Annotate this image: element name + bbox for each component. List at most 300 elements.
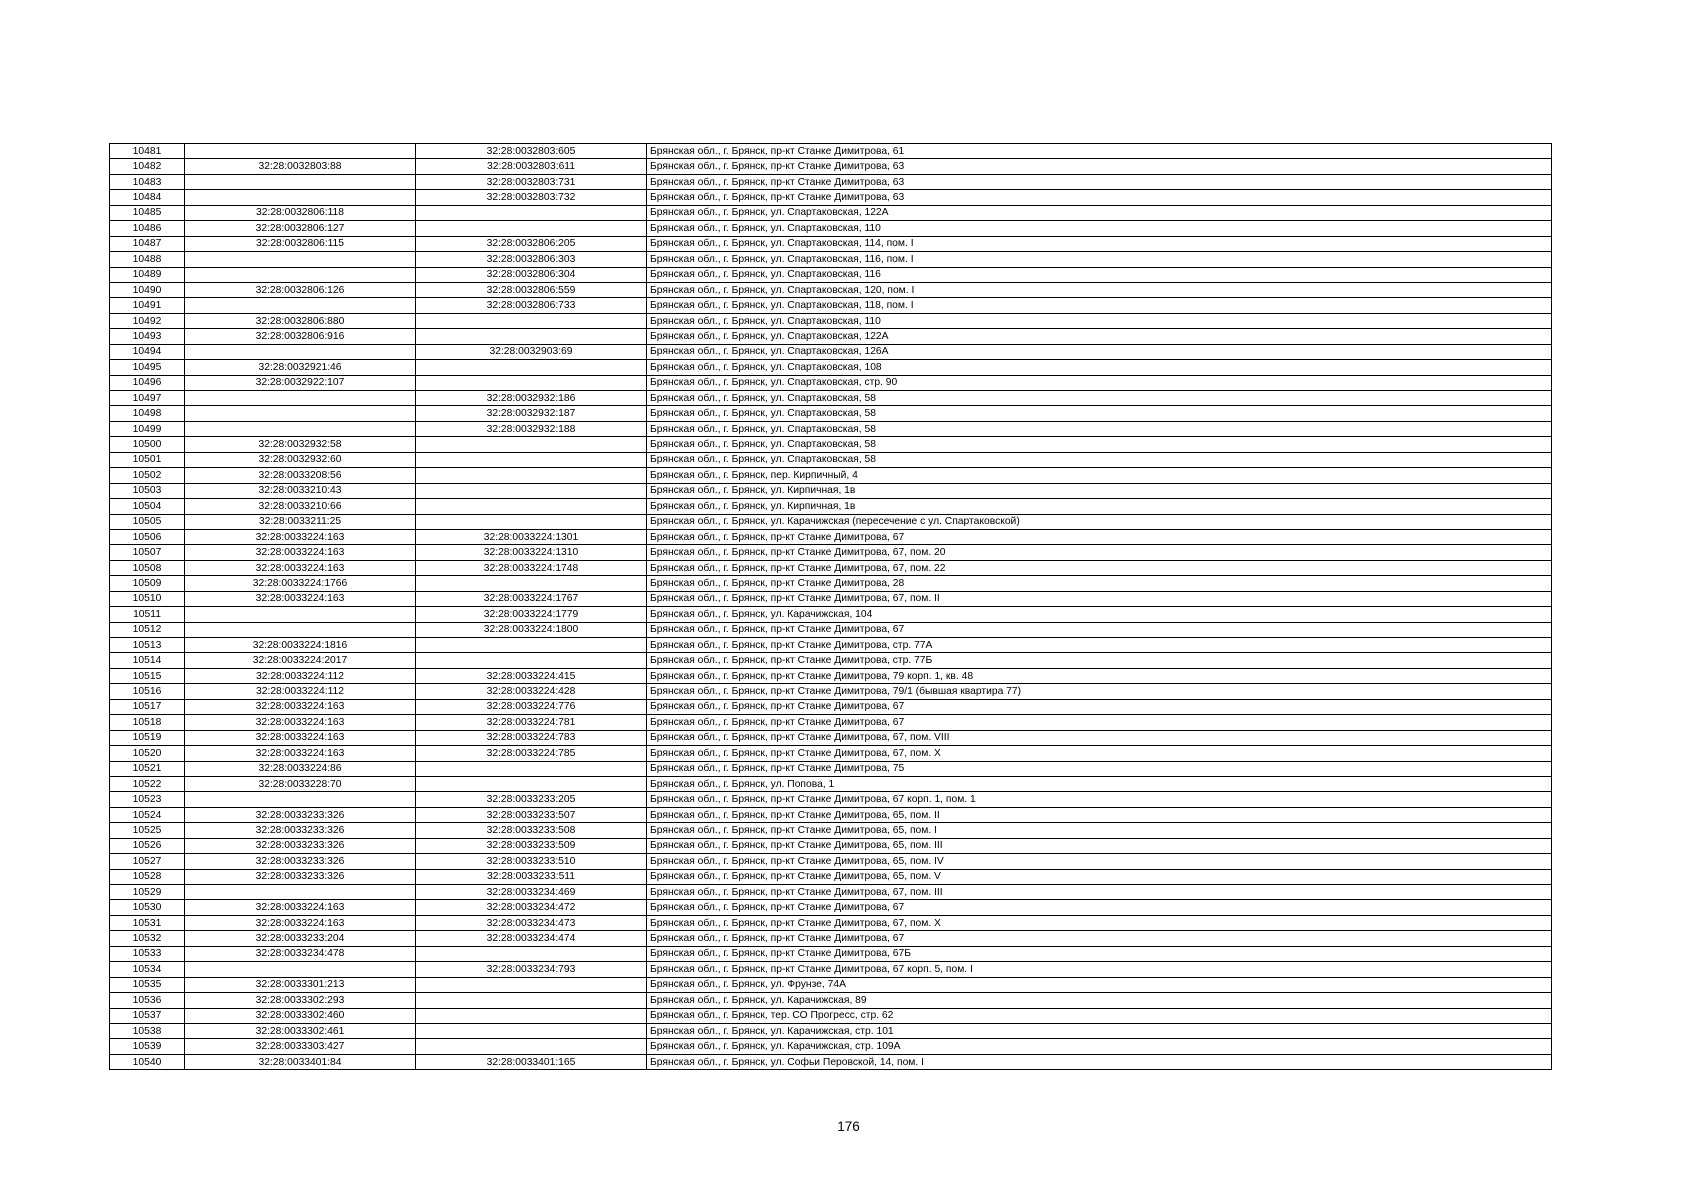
object-cadastral-number-cell	[416, 360, 647, 375]
object-cadastral-number-cell: 32:28:0033224:781	[416, 715, 647, 730]
land-cadastral-number-cell: 32:28:0033210:66	[185, 499, 416, 514]
row-number-cell: 10513	[110, 638, 185, 653]
row-number-cell: 10481	[110, 144, 185, 159]
land-cadastral-number-cell: 32:28:0033224:163	[185, 746, 416, 761]
land-cadastral-number-cell: 32:28:0033224:163	[185, 699, 416, 714]
address-cell: Брянская обл., г. Брянск, пр-кт Станке Димитрова, 63	[647, 190, 1552, 205]
object-cadastral-number-cell: 32:28:0033224:1748	[416, 560, 647, 575]
land-cadastral-number-cell	[185, 344, 416, 359]
row-number-cell: 10540	[110, 1054, 185, 1069]
row-number-cell: 10515	[110, 668, 185, 683]
row-number-cell: 10504	[110, 499, 185, 514]
table-row	[110, 931, 1552, 946]
table-row	[110, 282, 1552, 297]
row-number-cell: 10521	[110, 761, 185, 776]
table-row	[110, 684, 1552, 699]
table-row	[110, 499, 1552, 514]
land-cadastral-number-cell: 32:28:0033224:163	[185, 715, 416, 730]
table-row	[110, 885, 1552, 900]
object-cadastral-number-cell	[416, 221, 647, 236]
address-cell: Брянская обл., г. Брянск, пр-кт Станке Димитрова, 61	[647, 144, 1552, 159]
object-cadastral-number-cell: 32:28:0033224:1310	[416, 545, 647, 560]
row-number-cell: 10491	[110, 298, 185, 313]
land-cadastral-number-cell: 32:28:0032806:880	[185, 313, 416, 328]
table-row	[110, 699, 1552, 714]
row-number-cell: 10526	[110, 838, 185, 853]
address-cell: Брянская обл., г. Брянск, пр-кт Станке Димитрова, 63	[647, 174, 1552, 189]
land-cadastral-number-cell	[185, 622, 416, 637]
table-row	[110, 159, 1552, 174]
address-cell: Брянская обл., г. Брянск, пр-кт Станке Димитрова, 67 корп. 1, пом. 1	[647, 792, 1552, 807]
land-cadastral-number-cell: 32:28:0032806:127	[185, 221, 416, 236]
address-cell: Брянская обл., г. Брянск, ул. Спартаковская, 58	[647, 452, 1552, 467]
land-cadastral-number-cell: 32:28:0033224:163	[185, 900, 416, 915]
address-cell: Брянская обл., г. Брянск, пр-кт Станке Димитрова, 65, пом. III	[647, 838, 1552, 853]
land-cadastral-number-cell: 32:28:0033224:1816	[185, 638, 416, 653]
row-number-cell: 10508	[110, 560, 185, 575]
address-cell: Брянская обл., г. Брянск, ул. Спартаковская, стр. 90	[647, 375, 1552, 390]
table-row	[110, 360, 1552, 375]
row-number-cell: 10520	[110, 746, 185, 761]
table-row	[110, 915, 1552, 930]
row-number-cell: 10496	[110, 375, 185, 390]
object-cadastral-number-cell: 32:28:0032806:205	[416, 236, 647, 251]
object-cadastral-number-cell	[416, 1008, 647, 1023]
table-row	[110, 622, 1552, 637]
land-cadastral-number-cell: 32:28:0032806:115	[185, 236, 416, 251]
address-cell: Брянская обл., г. Брянск, ул. Спартаковская, 122А	[647, 329, 1552, 344]
land-cadastral-number-cell: 32:28:0033211:25	[185, 514, 416, 529]
address-cell: Брянская обл., г. Брянск, пер. Кирпичный, 4	[647, 468, 1552, 483]
object-cadastral-number-cell: 32:28:0033233:510	[416, 854, 647, 869]
row-number-cell: 10523	[110, 792, 185, 807]
land-cadastral-number-cell	[185, 174, 416, 189]
object-cadastral-number-cell: 32:28:0032903:69	[416, 344, 647, 359]
address-cell: Брянская обл., г. Брянск, ул. Спартаковская, 114, пом. I	[647, 236, 1552, 251]
row-number-cell: 10533	[110, 946, 185, 961]
table-row	[110, 638, 1552, 653]
land-cadastral-number-cell: 32:28:0033401:84	[185, 1054, 416, 1069]
address-cell: Брянская обл., г. Брянск, пр-кт Станке Димитрова, стр. 77Б	[647, 653, 1552, 668]
object-cadastral-number-cell: 32:28:0033224:1779	[416, 607, 647, 622]
row-number-cell: 10507	[110, 545, 185, 560]
land-cadastral-number-cell: 32:28:0033233:326	[185, 807, 416, 822]
address-cell: Брянская обл., г. Брянск, ул. Спартаковская, 58	[647, 391, 1552, 406]
object-cadastral-number-cell: 32:28:0032803:605	[416, 144, 647, 159]
row-number-cell: 10516	[110, 684, 185, 699]
table-row	[110, 267, 1552, 282]
address-cell: Брянская обл., г. Брянск, пр-кт Станке Димитрова, 63	[647, 159, 1552, 174]
object-cadastral-number-cell	[416, 638, 647, 653]
row-number-cell: 10499	[110, 421, 185, 436]
row-number-cell: 10484	[110, 190, 185, 205]
land-cadastral-number-cell: 32:28:0033224:163	[185, 545, 416, 560]
table-row	[110, 900, 1552, 915]
address-cell: Брянская обл., г. Брянск, пр-кт Станке Димитрова, 65, пом. IV	[647, 854, 1552, 869]
row-number-cell: 10485	[110, 205, 185, 220]
address-cell: Брянская обл., г. Брянск, пр-кт Станке Димитрова, 67, пом. X	[647, 746, 1552, 761]
address-cell: Брянская обл., г. Брянск, пр-кт Станке Димитрова, 65, пом. I	[647, 823, 1552, 838]
address-cell: Брянская обл., г. Брянск, пр-кт Станке Димитрова, 67, пом. III	[647, 885, 1552, 900]
land-cadastral-number-cell: 32:28:0033224:1766	[185, 576, 416, 591]
row-number-cell: 10518	[110, 715, 185, 730]
row-number-cell: 10514	[110, 653, 185, 668]
object-cadastral-number-cell: 32:28:0032932:186	[416, 391, 647, 406]
address-cell: Брянская обл., г. Брянск, пр-кт Станке Димитрова, 67, пом. 22	[647, 560, 1552, 575]
object-cadastral-number-cell: 32:28:0033224:1301	[416, 529, 647, 544]
row-number-cell: 10529	[110, 885, 185, 900]
object-cadastral-number-cell	[416, 483, 647, 498]
row-number-cell: 10495	[110, 360, 185, 375]
table-row	[110, 252, 1552, 267]
land-cadastral-number-cell: 32:28:0033233:204	[185, 931, 416, 946]
table-row	[110, 668, 1552, 683]
table-row	[110, 529, 1552, 544]
address-cell: Брянская обл., г. Брянск, пр-кт Станке Димитрова, 67, пом. II	[647, 591, 1552, 606]
object-cadastral-number-cell: 32:28:0033224:785	[416, 746, 647, 761]
object-cadastral-number-cell	[416, 653, 647, 668]
address-cell: Брянская обл., г. Брянск, пр-кт Станке Димитрова, 79 корп. 1, кв. 48	[647, 668, 1552, 683]
address-cell: Брянская обл., г. Брянск, ул. Спартаковская, 110	[647, 313, 1552, 328]
address-cell: Брянская обл., г. Брянск, ул. Карачижская, стр. 101	[647, 1023, 1552, 1038]
table-row	[110, 838, 1552, 853]
row-number-cell: 10524	[110, 807, 185, 822]
table-row	[110, 962, 1552, 977]
row-number-cell: 10517	[110, 699, 185, 714]
object-cadastral-number-cell	[416, 576, 647, 591]
row-number-cell: 10486	[110, 221, 185, 236]
land-cadastral-number-cell: 32:28:0032806:916	[185, 329, 416, 344]
address-cell: Брянская обл., г. Брянск, ул. Кирпичная, 1в	[647, 499, 1552, 514]
row-number-cell: 10482	[110, 159, 185, 174]
object-cadastral-number-cell	[416, 1023, 647, 1038]
land-cadastral-number-cell	[185, 252, 416, 267]
address-cell: Брянская обл., г. Брянск, ул. Спартаковская, 116, пом. I	[647, 252, 1552, 267]
land-cadastral-number-cell: 32:28:0033301:213	[185, 977, 416, 992]
land-cadastral-number-cell	[185, 962, 416, 977]
object-cadastral-number-cell	[416, 993, 647, 1008]
land-cadastral-number-cell: 32:28:0032806:118	[185, 205, 416, 220]
table-row	[110, 591, 1552, 606]
object-cadastral-number-cell	[416, 313, 647, 328]
address-cell: Брянская обл., г. Брянск, пр-кт Станке Димитрова, 67, пом. VIII	[647, 730, 1552, 745]
object-cadastral-number-cell: 32:28:0032806:304	[416, 267, 647, 282]
address-cell: Брянская обл., г. Брянск, пр-кт Станке Димитрова, 75	[647, 761, 1552, 776]
table-row	[110, 977, 1552, 992]
address-cell: Брянская обл., г. Брянск, ул. Спартаковская, 58	[647, 406, 1552, 421]
land-cadastral-number-cell	[185, 406, 416, 421]
address-cell: Брянская обл., г. Брянск, пр-кт Станке Димитрова, 79/1 (бывшая квартира 77)	[647, 684, 1552, 699]
land-cadastral-number-cell: 32:28:0033224:163	[185, 591, 416, 606]
address-cell: Брянская обл., г. Брянск, пр-кт Станке Димитрова, 67, пом. 20	[647, 545, 1552, 560]
object-cadastral-number-cell	[416, 437, 647, 452]
object-cadastral-number-cell: 32:28:0033224:1800	[416, 622, 647, 637]
table-row	[110, 560, 1552, 575]
address-cell: Брянская обл., г. Брянск, пр-кт Станке Димитрова, 65, пом. II	[647, 807, 1552, 822]
object-cadastral-number-cell	[416, 946, 647, 961]
table-row	[110, 792, 1552, 807]
table-row	[110, 1023, 1552, 1038]
land-cadastral-number-cell	[185, 607, 416, 622]
land-cadastral-number-cell	[185, 421, 416, 436]
row-number-cell: 10539	[110, 1039, 185, 1054]
table-row	[110, 221, 1552, 236]
land-cadastral-number-cell: 32:28:0033303:427	[185, 1039, 416, 1054]
object-cadastral-number-cell	[416, 1039, 647, 1054]
land-cadastral-number-cell: 32:28:0033224:163	[185, 560, 416, 575]
row-number-cell: 10535	[110, 977, 185, 992]
object-cadastral-number-cell	[416, 761, 647, 776]
table-row	[110, 1008, 1552, 1023]
object-cadastral-number-cell	[416, 977, 647, 992]
address-cell: Брянская обл., г. Брянск, пр-кт Станке Димитрова, 67	[647, 931, 1552, 946]
address-cell: Брянская обл., г. Брянск, пр-кт Станке Димитрова, стр. 77А	[647, 638, 1552, 653]
row-number-cell: 10493	[110, 329, 185, 344]
land-cadastral-number-cell: 32:28:0032922:107	[185, 375, 416, 390]
row-number-cell: 10522	[110, 776, 185, 791]
table-row	[110, 190, 1552, 205]
land-cadastral-number-cell	[185, 267, 416, 282]
table-row	[110, 993, 1552, 1008]
row-number-cell: 10525	[110, 823, 185, 838]
address-cell: Брянская обл., г. Брянск, ул. Карачижская, 104	[647, 607, 1552, 622]
table-row	[110, 437, 1552, 452]
object-cadastral-number-cell: 32:28:0032803:731	[416, 174, 647, 189]
table-row	[110, 391, 1552, 406]
address-cell: Брянская обл., г. Брянск, пр-кт Станке Димитрова, 67	[647, 529, 1552, 544]
table-row	[110, 869, 1552, 884]
table-row	[110, 205, 1552, 220]
address-cell: Брянская обл., г. Брянск, пр-кт Станке Димитрова, 67	[647, 699, 1552, 714]
land-cadastral-number-cell	[185, 144, 416, 159]
row-number-cell: 10536	[110, 993, 185, 1008]
land-cadastral-number-cell	[185, 792, 416, 807]
table-row	[110, 406, 1552, 421]
object-cadastral-number-cell: 32:28:0033233:205	[416, 792, 647, 807]
object-cadastral-number-cell: 32:28:0033224:776	[416, 699, 647, 714]
row-number-cell: 10502	[110, 468, 185, 483]
address-cell: Брянская обл., г. Брянск, тер. СО Прогресс, стр. 62	[647, 1008, 1552, 1023]
object-cadastral-number-cell	[416, 375, 647, 390]
table-row	[110, 375, 1552, 390]
land-cadastral-number-cell: 32:28:0033302:460	[185, 1008, 416, 1023]
row-number-cell: 10505	[110, 514, 185, 529]
table-row	[110, 730, 1552, 745]
address-cell: Брянская обл., г. Брянск, ул. Попова, 1	[647, 776, 1552, 791]
address-cell: Брянская обл., г. Брянск, пр-кт Станке Димитрова, 67	[647, 622, 1552, 637]
land-cadastral-number-cell: 32:28:0033224:163	[185, 730, 416, 745]
table-row	[110, 1039, 1552, 1054]
table-row	[110, 421, 1552, 436]
land-cadastral-number-cell: 32:28:0033234:478	[185, 946, 416, 961]
address-cell: Брянская обл., г. Брянск, ул. Карачижская, стр. 109А	[647, 1039, 1552, 1054]
table-row	[110, 946, 1552, 961]
row-number-cell: 10509	[110, 576, 185, 591]
land-cadastral-number-cell: 32:28:0033302:461	[185, 1023, 416, 1038]
address-cell: Брянская обл., г. Брянск, ул. Спартаковская, 116	[647, 267, 1552, 282]
object-cadastral-number-cell: 32:28:0033233:511	[416, 869, 647, 884]
table-row	[110, 854, 1552, 869]
address-cell: Брянская обл., г. Брянск, ул. Спартаковская, 58	[647, 421, 1552, 436]
address-cell: Брянская обл., г. Брянск, ул. Спартаковская, 120, пом. I	[647, 282, 1552, 297]
object-cadastral-number-cell: 32:28:0033224:428	[416, 684, 647, 699]
table-row	[110, 468, 1552, 483]
object-cadastral-number-cell	[416, 499, 647, 514]
address-cell: Брянская обл., г. Брянск, пр-кт Станке Димитрова, 28	[647, 576, 1552, 591]
row-number-cell: 10503	[110, 483, 185, 498]
object-cadastral-number-cell: 32:28:0033234:793	[416, 962, 647, 977]
object-cadastral-number-cell: 32:28:0032932:188	[416, 421, 647, 436]
row-number-cell: 10537	[110, 1008, 185, 1023]
land-cadastral-number-cell: 32:28:0033302:293	[185, 993, 416, 1008]
row-number-cell: 10492	[110, 313, 185, 328]
land-cadastral-number-cell	[185, 298, 416, 313]
land-cadastral-number-cell	[185, 190, 416, 205]
address-cell: Брянская обл., г. Брянск, пр-кт Станке Димитрова, 65, пом. V	[647, 869, 1552, 884]
land-cadastral-number-cell: 32:28:0033210:43	[185, 483, 416, 498]
object-cadastral-number-cell	[416, 776, 647, 791]
address-cell: Брянская обл., г. Брянск, ул. Спартаковская, 58	[647, 437, 1552, 452]
row-number-cell: 10483	[110, 174, 185, 189]
row-number-cell: 10530	[110, 900, 185, 915]
row-number-cell: 10519	[110, 730, 185, 745]
land-cadastral-number-cell: 32:28:0032921:46	[185, 360, 416, 375]
address-cell: Брянская обл., г. Брянск, ул. Карачижская (пересечение с ул. Спартаковской)	[647, 514, 1552, 529]
land-cadastral-number-cell	[185, 885, 416, 900]
row-number-cell: 10494	[110, 344, 185, 359]
table-row	[110, 298, 1552, 313]
land-cadastral-number-cell: 32:28:0032806:126	[185, 282, 416, 297]
table-body	[110, 144, 1552, 1070]
table-row	[110, 761, 1552, 776]
address-cell: Брянская обл., г. Брянск, ул. Кирпичная, 1в	[647, 483, 1552, 498]
land-cadastral-number-cell: 32:28:0033233:326	[185, 838, 416, 853]
object-cadastral-number-cell: 32:28:0032806:733	[416, 298, 647, 313]
address-cell: Брянская обл., г. Брянск, ул. Спартаковская, 110	[647, 221, 1552, 236]
land-cadastral-number-cell: 32:28:0033233:326	[185, 869, 416, 884]
object-cadastral-number-cell: 32:28:0033234:474	[416, 931, 647, 946]
row-number-cell: 10506	[110, 529, 185, 544]
row-number-cell: 10498	[110, 406, 185, 421]
object-cadastral-number-cell	[416, 329, 647, 344]
table-row	[110, 576, 1552, 591]
land-cadastral-number-cell: 32:28:0032803:88	[185, 159, 416, 174]
land-cadastral-number-cell: 32:28:0032932:58	[185, 437, 416, 452]
object-cadastral-number-cell: 32:28:0033224:783	[416, 730, 647, 745]
table-row	[110, 344, 1552, 359]
address-cell: Брянская обл., г. Брянск, ул. Карачижская, 89	[647, 993, 1552, 1008]
address-cell: Брянская обл., г. Брянск, пр-кт Станке Димитрова, 67	[647, 715, 1552, 730]
land-cadastral-number-cell: 32:28:0033233:326	[185, 823, 416, 838]
address-cell: Брянская обл., г. Брянск, ул. Фрунзе, 74А	[647, 977, 1552, 992]
object-cadastral-number-cell: 32:28:0032803:611	[416, 159, 647, 174]
address-cell: Брянская обл., г. Брянск, пр-кт Станке Димитрова, 67	[647, 900, 1552, 915]
row-number-cell: 10497	[110, 391, 185, 406]
row-number-cell: 10534	[110, 962, 185, 977]
land-cadastral-number-cell: 32:28:0033224:2017	[185, 653, 416, 668]
row-number-cell: 10490	[110, 282, 185, 297]
object-cadastral-number-cell	[416, 514, 647, 529]
address-cell: Брянская обл., г. Брянск, ул. Спартаковская, 108	[647, 360, 1552, 375]
table-row	[110, 715, 1552, 730]
row-number-cell: 10489	[110, 267, 185, 282]
land-cadastral-number-cell: 32:28:0033224:86	[185, 761, 416, 776]
object-cadastral-number-cell	[416, 452, 647, 467]
address-cell: Брянская обл., г. Брянск, пр-кт Станке Димитрова, 67 корп. 5, пом. I	[647, 962, 1552, 977]
object-cadastral-number-cell: 32:28:0033234:469	[416, 885, 647, 900]
row-number-cell: 10512	[110, 622, 185, 637]
cadastral-table	[109, 143, 1552, 1070]
object-cadastral-number-cell: 32:28:0033233:508	[416, 823, 647, 838]
page-number: 176	[837, 1119, 860, 1134]
table-row	[110, 807, 1552, 822]
land-cadastral-number-cell: 32:28:0033224:112	[185, 684, 416, 699]
address-cell: Брянская обл., г. Брянск, ул. Софьи Перовской, 14, пом. I	[647, 1054, 1552, 1069]
object-cadastral-number-cell: 32:28:0032806:303	[416, 252, 647, 267]
object-cadastral-number-cell: 32:28:0032932:187	[416, 406, 647, 421]
table-row	[110, 452, 1552, 467]
object-cadastral-number-cell	[416, 205, 647, 220]
table-row	[110, 514, 1552, 529]
row-number-cell: 10527	[110, 854, 185, 869]
object-cadastral-number-cell: 32:28:0033224:1767	[416, 591, 647, 606]
object-cadastral-number-cell: 32:28:0033401:165	[416, 1054, 647, 1069]
table-row	[110, 236, 1552, 251]
table-row	[110, 313, 1552, 328]
land-cadastral-number-cell: 32:28:0033224:163	[185, 915, 416, 930]
land-cadastral-number-cell: 32:28:0033224:112	[185, 668, 416, 683]
object-cadastral-number-cell: 32:28:0033234:473	[416, 915, 647, 930]
row-number-cell: 10510	[110, 591, 185, 606]
table-row	[110, 746, 1552, 761]
row-number-cell: 10501	[110, 452, 185, 467]
table-row	[110, 1054, 1552, 1069]
land-cadastral-number-cell	[185, 391, 416, 406]
table-row	[110, 776, 1552, 791]
table-row	[110, 607, 1552, 622]
address-cell: Брянская обл., г. Брянск, пр-кт Станке Димитрова, 67Б	[647, 946, 1552, 961]
object-cadastral-number-cell: 32:28:0033233:507	[416, 807, 647, 822]
object-cadastral-number-cell	[416, 468, 647, 483]
table-row	[110, 144, 1552, 159]
object-cadastral-number-cell: 32:28:0032803:732	[416, 190, 647, 205]
table-row	[110, 483, 1552, 498]
land-cadastral-number-cell: 32:28:0032932:60	[185, 452, 416, 467]
table-row	[110, 545, 1552, 560]
address-cell: Брянская обл., г. Брянск, ул. Спартаковская, 126А	[647, 344, 1552, 359]
table-row	[110, 329, 1552, 344]
land-cadastral-number-cell: 32:28:0033208:56	[185, 468, 416, 483]
table-row	[110, 823, 1552, 838]
row-number-cell: 10488	[110, 252, 185, 267]
address-cell: Брянская обл., г. Брянск, ул. Спартаковская, 122А	[647, 205, 1552, 220]
object-cadastral-number-cell: 32:28:0033234:472	[416, 900, 647, 915]
address-cell: Брянская обл., г. Брянск, ул. Спартаковская, 118, пом. I	[647, 298, 1552, 313]
object-cadastral-number-cell: 32:28:0033224:415	[416, 668, 647, 683]
table-row	[110, 653, 1552, 668]
object-cadastral-number-cell: 32:28:0032806:559	[416, 282, 647, 297]
land-cadastral-number-cell: 32:28:0033228:70	[185, 776, 416, 791]
land-cadastral-number-cell: 32:28:0033233:326	[185, 854, 416, 869]
row-number-cell: 10511	[110, 607, 185, 622]
table-row	[110, 174, 1552, 189]
row-number-cell: 10500	[110, 437, 185, 452]
land-cadastral-number-cell: 32:28:0033224:163	[185, 529, 416, 544]
row-number-cell: 10487	[110, 236, 185, 251]
row-number-cell: 10531	[110, 915, 185, 930]
row-number-cell: 10528	[110, 869, 185, 884]
row-number-cell: 10538	[110, 1023, 185, 1038]
